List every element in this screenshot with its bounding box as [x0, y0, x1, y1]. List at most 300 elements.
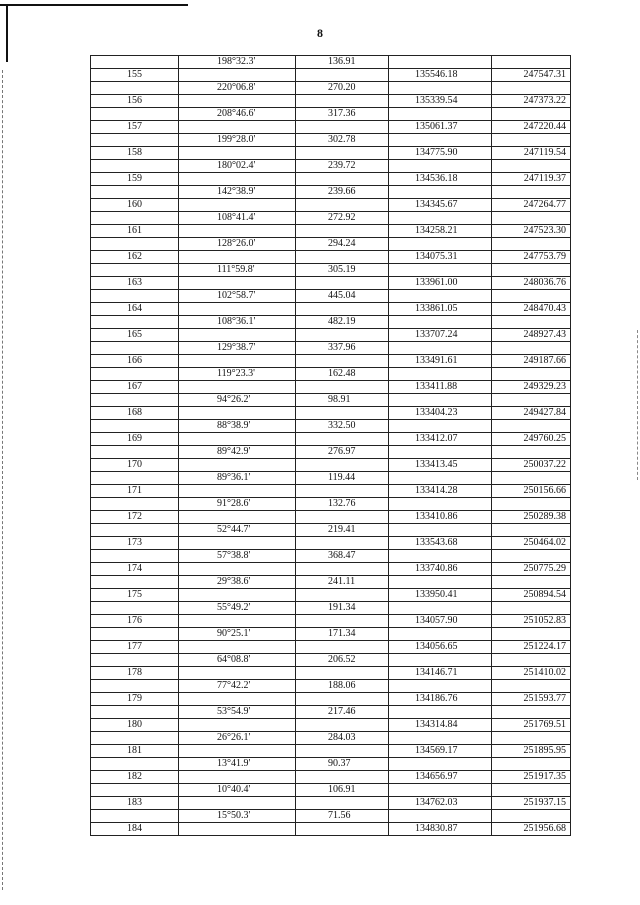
point-row	[91, 95, 571, 108]
distance-cell: 317.36	[296, 108, 389, 121]
angle-cell: 52°44.7'	[179, 524, 296, 537]
y-cell-empty	[492, 212, 571, 225]
point-cell-empty	[91, 264, 179, 277]
point-cell-empty	[91, 602, 179, 615]
angle-cell-empty	[179, 433, 296, 446]
y-coordinate-cell: 251917.35	[492, 771, 571, 784]
point-number-cell: 163	[91, 277, 179, 290]
y-cell-empty	[492, 420, 571, 433]
point-row	[91, 407, 571, 420]
segment-row	[91, 342, 571, 355]
x-coordinate-cell: 134762.03	[389, 797, 492, 810]
distance-cell-empty	[296, 485, 389, 498]
angle-cell-empty	[179, 225, 296, 238]
y-cell-empty	[492, 290, 571, 303]
segment-row	[91, 82, 571, 95]
point-cell-empty	[91, 550, 179, 563]
x-cell-empty	[389, 654, 492, 667]
segment-row	[91, 498, 571, 511]
x-coordinate-cell: 134536.18	[389, 173, 492, 186]
segment-row	[91, 290, 571, 303]
point-cell-empty	[91, 290, 179, 303]
point-cell-empty	[91, 706, 179, 719]
distance-cell: 119.44	[296, 472, 389, 485]
point-cell-empty	[91, 758, 179, 771]
point-number-cell: 168	[91, 407, 179, 420]
angle-cell-empty	[179, 615, 296, 628]
y-cell-empty	[492, 472, 571, 485]
distance-cell: 217.46	[296, 706, 389, 719]
angle-cell: 129°38.7'	[179, 342, 296, 355]
x-cell-empty	[389, 264, 492, 277]
point-cell-empty	[91, 342, 179, 355]
x-cell-empty	[389, 784, 492, 797]
distance-cell: 106.91	[296, 784, 389, 797]
distance-cell: 219.41	[296, 524, 389, 537]
segment-row	[91, 550, 571, 563]
distance-cell: 171.34	[296, 628, 389, 641]
distance-cell-empty	[296, 407, 389, 420]
point-row	[91, 173, 571, 186]
segment-row	[91, 394, 571, 407]
x-cell-empty	[389, 706, 492, 719]
angle-cell: 142°38.9'	[179, 186, 296, 199]
y-coordinate-cell: 247753.79	[492, 251, 571, 264]
segment-row	[91, 524, 571, 537]
angle-cell: 55°49.2'	[179, 602, 296, 615]
y-coordinate-cell: 251593.77	[492, 693, 571, 706]
distance-cell: 136.91	[296, 56, 389, 69]
point-number-cell: 174	[91, 563, 179, 576]
y-coordinate-cell: 250156.66	[492, 485, 571, 498]
distance-cell: 239.72	[296, 160, 389, 173]
distance-cell-empty	[296, 199, 389, 212]
x-coordinate-cell: 134775.90	[389, 147, 492, 160]
distance-cell: 368.47	[296, 550, 389, 563]
y-coordinate-cell: 247220.44	[492, 121, 571, 134]
y-cell-empty	[492, 576, 571, 589]
x-coordinate-cell: 133740.86	[389, 563, 492, 576]
distance-cell-empty	[296, 433, 389, 446]
page-number: 8	[317, 26, 323, 40]
distance-cell: 272.92	[296, 212, 389, 225]
distance-cell: 294.24	[296, 238, 389, 251]
x-coordinate-cell: 135546.18	[389, 69, 492, 82]
point-row	[91, 719, 571, 732]
point-number-cell: 184	[91, 823, 179, 836]
y-coordinate-cell: 251937.15	[492, 797, 571, 810]
segment-row	[91, 810, 571, 823]
y-cell-empty	[492, 446, 571, 459]
angle-cell: 198°32.3'	[179, 56, 296, 69]
distance-cell: 241.11	[296, 576, 389, 589]
angle-cell: 89°42.9'	[179, 446, 296, 459]
angle-cell: 29°38.6'	[179, 576, 296, 589]
y-coordinate-cell: 247547.31	[492, 69, 571, 82]
point-row	[91, 667, 571, 680]
point-row	[91, 511, 571, 524]
point-number-cell: 165	[91, 329, 179, 342]
angle-cell: 102°58.7'	[179, 290, 296, 303]
point-number-cell: 161	[91, 225, 179, 238]
segment-row	[91, 680, 571, 693]
distance-cell: 191.34	[296, 602, 389, 615]
angle-cell: 180°02.4'	[179, 160, 296, 173]
distance-cell: 188.06	[296, 680, 389, 693]
coordinates-table	[90, 55, 571, 836]
coordinates-table-body	[91, 56, 571, 836]
x-coordinate-cell: 134314.84	[389, 719, 492, 732]
point-row	[91, 485, 571, 498]
distance-cell: 337.96	[296, 342, 389, 355]
x-coordinate-cell: 133950.41	[389, 589, 492, 602]
angle-cell-empty	[179, 745, 296, 758]
x-coordinate-cell: 133861.05	[389, 303, 492, 316]
angle-cell-empty	[179, 147, 296, 160]
y-cell-empty	[492, 264, 571, 277]
point-row	[91, 355, 571, 368]
y-cell-empty	[492, 368, 571, 381]
x-coordinate-cell: 133411.88	[389, 381, 492, 394]
angle-cell-empty	[179, 303, 296, 316]
x-coordinate-cell: 133404.23	[389, 407, 492, 420]
y-cell-empty	[492, 680, 571, 693]
point-cell-empty	[91, 810, 179, 823]
x-coordinate-cell: 134057.90	[389, 615, 492, 628]
point-number-cell: 180	[91, 719, 179, 732]
y-coordinate-cell: 250464.02	[492, 537, 571, 550]
x-coordinate-cell: 133410.86	[389, 511, 492, 524]
point-cell-empty	[91, 394, 179, 407]
y-coordinate-cell: 247523.30	[492, 225, 571, 238]
point-row	[91, 693, 571, 706]
scan-edge-left	[2, 70, 3, 890]
point-number-cell: 183	[91, 797, 179, 810]
point-number-cell: 176	[91, 615, 179, 628]
y-coordinate-cell: 249760.25	[492, 433, 571, 446]
distance-cell-empty	[296, 277, 389, 290]
x-cell-empty	[389, 212, 492, 225]
x-coordinate-cell: 134075.31	[389, 251, 492, 264]
point-number-cell: 181	[91, 745, 179, 758]
x-coordinate-cell: 135339.54	[389, 95, 492, 108]
x-coordinate-cell: 133543.68	[389, 537, 492, 550]
point-cell-empty	[91, 56, 179, 69]
y-coordinate-cell: 247264.77	[492, 199, 571, 212]
distance-cell: 206.52	[296, 654, 389, 667]
angle-cell-empty	[179, 641, 296, 654]
segment-row	[91, 784, 571, 797]
x-cell-empty	[389, 108, 492, 121]
angle-cell: 119°23.3'	[179, 368, 296, 381]
y-cell-empty	[492, 524, 571, 537]
y-cell-empty	[492, 108, 571, 121]
distance-cell: 276.97	[296, 446, 389, 459]
angle-cell: 94°26.2'	[179, 394, 296, 407]
angle-cell: 26°26.1'	[179, 732, 296, 745]
angle-cell-empty	[179, 797, 296, 810]
y-cell-empty	[492, 56, 571, 69]
y-cell-empty	[492, 238, 571, 251]
x-cell-empty	[389, 82, 492, 95]
angle-cell-empty	[179, 693, 296, 706]
angle-cell: 220°06.8'	[179, 82, 296, 95]
distance-cell-empty	[296, 511, 389, 524]
point-row	[91, 147, 571, 160]
distance-cell: 482.19	[296, 316, 389, 329]
x-coordinate-cell: 133491.61	[389, 355, 492, 368]
y-coordinate-cell: 249329.23	[492, 381, 571, 394]
x-cell-empty	[389, 524, 492, 537]
x-cell-empty	[389, 316, 492, 329]
point-number-cell: 166	[91, 355, 179, 368]
distance-cell: 90.37	[296, 758, 389, 771]
angle-cell: 199°28.0'	[179, 134, 296, 147]
y-coordinate-cell: 251052.83	[492, 615, 571, 628]
distance-cell-empty	[296, 225, 389, 238]
point-number-cell: 157	[91, 121, 179, 134]
point-number-cell: 170	[91, 459, 179, 472]
angle-cell-empty	[179, 511, 296, 524]
angle-cell: 15°50.3'	[179, 810, 296, 823]
angle-cell-empty	[179, 589, 296, 602]
y-coordinate-cell: 251410.02	[492, 667, 571, 680]
y-cell-empty	[492, 654, 571, 667]
segment-row	[91, 56, 571, 69]
distance-cell: 332.50	[296, 420, 389, 433]
point-cell-empty	[91, 628, 179, 641]
angle-cell: 64°08.8'	[179, 654, 296, 667]
y-cell-empty	[492, 82, 571, 95]
y-coordinate-cell: 247119.37	[492, 173, 571, 186]
y-coordinate-cell: 250037.22	[492, 459, 571, 472]
angle-cell: 108°36.1'	[179, 316, 296, 329]
point-row	[91, 823, 571, 836]
point-number-cell: 162	[91, 251, 179, 264]
distance-cell-empty	[296, 303, 389, 316]
y-cell-empty	[492, 732, 571, 745]
x-coordinate-cell: 134830.87	[389, 823, 492, 836]
angle-cell: 108°41.4'	[179, 212, 296, 225]
y-cell-empty	[492, 602, 571, 615]
x-cell-empty	[389, 446, 492, 459]
point-row	[91, 381, 571, 394]
y-coordinate-cell: 251956.68	[492, 823, 571, 836]
x-cell-empty	[389, 498, 492, 511]
y-cell-empty	[492, 628, 571, 641]
y-coordinate-cell: 249427.84	[492, 407, 571, 420]
distance-cell-empty	[296, 719, 389, 732]
point-row	[91, 459, 571, 472]
x-cell-empty	[389, 56, 492, 69]
x-cell-empty	[389, 732, 492, 745]
angle-cell: 111°59.8'	[179, 264, 296, 277]
x-coordinate-cell: 134656.97	[389, 771, 492, 784]
angle-cell: 10°40.4'	[179, 784, 296, 797]
distance-cell-empty	[296, 615, 389, 628]
angle-cell: 13°41.9'	[179, 758, 296, 771]
x-cell-empty	[389, 160, 492, 173]
point-cell-empty	[91, 186, 179, 199]
angle-cell: 128°26.0'	[179, 238, 296, 251]
point-row	[91, 303, 571, 316]
point-cell-empty	[91, 420, 179, 433]
point-number-cell: 173	[91, 537, 179, 550]
distance-cell: 162.48	[296, 368, 389, 381]
distance-cell: 71.56	[296, 810, 389, 823]
point-cell-empty	[91, 472, 179, 485]
segment-row	[91, 706, 571, 719]
x-cell-empty	[389, 342, 492, 355]
distance-cell-empty	[296, 693, 389, 706]
segment-row	[91, 628, 571, 641]
point-row	[91, 433, 571, 446]
y-coordinate-cell: 248036.76	[492, 277, 571, 290]
angle-cell-empty	[179, 355, 296, 368]
point-number-cell: 160	[91, 199, 179, 212]
angle-cell-empty	[179, 563, 296, 576]
point-row	[91, 563, 571, 576]
angle-cell-empty	[179, 173, 296, 186]
x-coordinate-cell: 133707.24	[389, 329, 492, 342]
distance-cell-empty	[296, 563, 389, 576]
x-coordinate-cell: 135061.37	[389, 121, 492, 134]
x-coordinate-cell: 134258.21	[389, 225, 492, 238]
y-cell-empty	[492, 342, 571, 355]
x-cell-empty	[389, 472, 492, 485]
segment-row	[91, 316, 571, 329]
segment-row	[91, 186, 571, 199]
y-cell-empty	[492, 758, 571, 771]
point-row	[91, 745, 571, 758]
point-cell-empty	[91, 134, 179, 147]
distance-cell: 445.04	[296, 290, 389, 303]
angle-cell-empty	[179, 485, 296, 498]
angle-cell-empty	[179, 121, 296, 134]
y-coordinate-cell: 251224.17	[492, 641, 571, 654]
distance-cell-empty	[296, 745, 389, 758]
y-cell-empty	[492, 498, 571, 511]
angle-cell-empty	[179, 199, 296, 212]
x-cell-empty	[389, 628, 492, 641]
distance-cell-empty	[296, 147, 389, 160]
point-cell-empty	[91, 368, 179, 381]
x-cell-empty	[389, 758, 492, 771]
angle-cell-empty	[179, 329, 296, 342]
angle-cell-empty	[179, 771, 296, 784]
point-number-cell: 172	[91, 511, 179, 524]
segment-row	[91, 160, 571, 173]
segment-row	[91, 446, 571, 459]
corner-mark-horizontal	[0, 4, 188, 6]
distance-cell: 305.19	[296, 264, 389, 277]
point-cell-empty	[91, 82, 179, 95]
angle-cell-empty	[179, 407, 296, 420]
segment-row	[91, 602, 571, 615]
x-coordinate-cell: 134056.65	[389, 641, 492, 654]
angle-cell: 53°54.9'	[179, 706, 296, 719]
y-cell-empty	[492, 160, 571, 173]
distance-cell-empty	[296, 641, 389, 654]
point-row	[91, 641, 571, 654]
distance-cell-empty	[296, 329, 389, 342]
point-number-cell: 179	[91, 693, 179, 706]
angle-cell: 208°46.6'	[179, 108, 296, 121]
x-coordinate-cell: 134345.67	[389, 199, 492, 212]
angle-cell-empty	[179, 381, 296, 394]
scan-edge-right	[637, 330, 638, 480]
point-cell-empty	[91, 238, 179, 251]
angle-cell-empty	[179, 537, 296, 550]
angle-cell-empty	[179, 719, 296, 732]
angle-cell: 77°42.2'	[179, 680, 296, 693]
point-number-cell: 171	[91, 485, 179, 498]
angle-cell: 57°38.8'	[179, 550, 296, 563]
x-cell-empty	[389, 290, 492, 303]
segment-row	[91, 576, 571, 589]
distance-cell-empty	[296, 797, 389, 810]
distance-cell-empty	[296, 69, 389, 82]
y-cell-empty	[492, 784, 571, 797]
distance-cell-empty	[296, 771, 389, 784]
point-cell-empty	[91, 498, 179, 511]
x-coordinate-cell: 134146.71	[389, 667, 492, 680]
y-cell-empty	[492, 810, 571, 823]
y-coordinate-cell: 250894.54	[492, 589, 571, 602]
distance-cell: 98.91	[296, 394, 389, 407]
point-cell-empty	[91, 524, 179, 537]
distance-cell-empty	[296, 381, 389, 394]
segment-row	[91, 758, 571, 771]
x-cell-empty	[389, 394, 492, 407]
distance-cell-empty	[296, 251, 389, 264]
point-cell-empty	[91, 212, 179, 225]
y-coordinate-cell: 248470.43	[492, 303, 571, 316]
x-coordinate-cell: 133413.45	[389, 459, 492, 472]
y-coordinate-cell: 249187.66	[492, 355, 571, 368]
angle-cell: 89°36.1'	[179, 472, 296, 485]
point-number-cell: 182	[91, 771, 179, 784]
y-cell-empty	[492, 316, 571, 329]
point-cell-empty	[91, 108, 179, 121]
point-number-cell: 177	[91, 641, 179, 654]
point-cell-empty	[91, 576, 179, 589]
distance-cell-empty	[296, 823, 389, 836]
y-coordinate-cell: 247373.22	[492, 95, 571, 108]
x-cell-empty	[389, 238, 492, 251]
y-coordinate-cell: 251895.95	[492, 745, 571, 758]
angle-cell: 91°28.6'	[179, 498, 296, 511]
x-cell-empty	[389, 576, 492, 589]
point-row	[91, 199, 571, 212]
x-cell-empty	[389, 368, 492, 381]
distance-cell-empty	[296, 173, 389, 186]
y-cell-empty	[492, 134, 571, 147]
point-row	[91, 277, 571, 290]
distance-cell-empty	[296, 95, 389, 108]
point-cell-empty	[91, 160, 179, 173]
point-row	[91, 615, 571, 628]
x-cell-empty	[389, 134, 492, 147]
point-row	[91, 771, 571, 784]
distance-cell: 270.20	[296, 82, 389, 95]
point-number-cell: 158	[91, 147, 179, 160]
x-coordinate-cell: 133961.00	[389, 277, 492, 290]
segment-row	[91, 264, 571, 277]
angle-cell: 88°38.9'	[179, 420, 296, 433]
segment-row	[91, 472, 571, 485]
point-number-cell: 178	[91, 667, 179, 680]
